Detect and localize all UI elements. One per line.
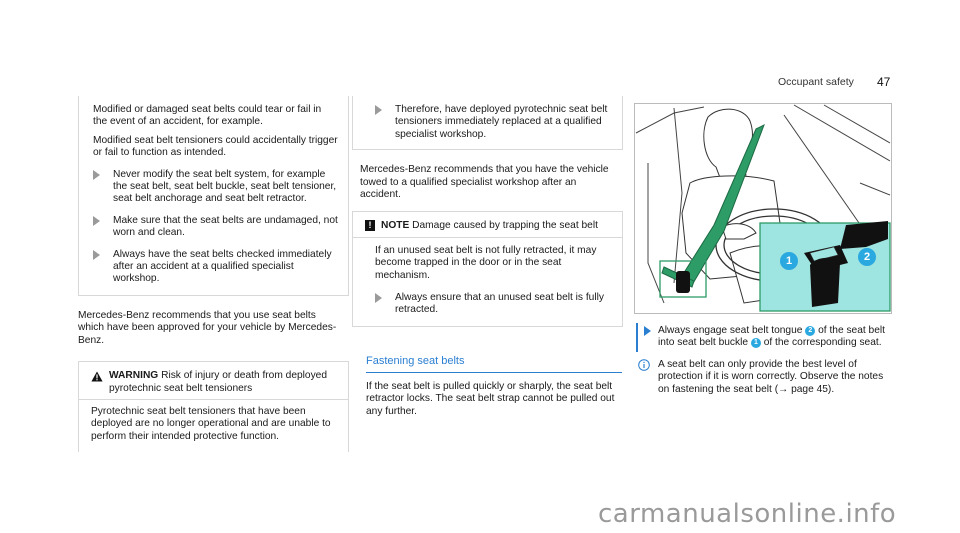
paragraph: Mercedes-Benz recommends that you have the vehicle towed to a qualified specialist workshop after an accident.: [360, 164, 609, 201]
warning-body: Pyrotechnic seat belt tensioners that have been deployed are no longer operational and are unable to perform their intended protective function.: [91, 405, 331, 442]
arrow-icon: [644, 326, 651, 336]
list-item-text: Never modify the seat belt system, for example the seat belt, seat belt buckle, seat belt tensioner, seat belt anchorage and seat belt retractor.: [113, 168, 337, 205]
list-item-text: Always ensure that an unused seat belt is fully retracted.: [395, 292, 604, 316]
section-title-text: Fastening seat belts: [366, 354, 465, 367]
paragraph: Mercedes-Benz recommends that you use seat belts which have been approved for your vehicle by Mercedes-Benz.: [78, 309, 337, 346]
callout-ref-2: 2: [805, 326, 815, 336]
column-2: [352, 96, 623, 418]
warning-title: [109, 370, 340, 395]
list-item: [375, 292, 612, 317]
note-box: [352, 211, 623, 326]
note-header: [353, 212, 622, 237]
paragraph: If the seat belt is pulled quickly or sharply, the seat belt retractor locks. The seat belt strap cannot be pulled out any further.: [366, 380, 615, 417]
note-title: [381, 220, 598, 232]
page-reference-link[interactable]: (→ page 45).: [774, 383, 835, 395]
list-item: [93, 169, 338, 206]
warning-header: [79, 362, 348, 400]
warning-continuation-box: [78, 96, 349, 296]
paragraph: Modified or damaged seat belts could tear or fail in the event of an accident, for example.: [93, 104, 322, 128]
info-note: [636, 359, 894, 396]
info-text: [658, 359, 894, 396]
note-title-text: Damage caused by trapping the seat belt: [412, 220, 598, 232]
arrow-icon: [375, 293, 382, 303]
step-text-part: of the corresponding seat.: [763, 337, 882, 349]
list-item-text: Make sure that the seat belts are undamaged, not worn and clean.: [113, 214, 338, 239]
info-text-body: A seat belt can only provide the best level of protection if it is worn correctly. Observe the notes on fastening the seat belt: [658, 358, 884, 395]
warning-box: [78, 361, 349, 452]
step: [636, 323, 894, 352]
callout-ref-1: 1: [751, 338, 761, 348]
watermark: carmanualsonline.info: [598, 499, 897, 529]
exclamation-icon: !: [365, 220, 375, 231]
arrow-icon: [93, 250, 100, 260]
warning-continuation-box: [352, 96, 623, 150]
list-item-text: Always have the seat belts checked immediately after an accident at a qualified specialist workshop.: [113, 248, 332, 285]
info-icon: [638, 359, 650, 371]
warning-title-text: Risk of injury or death from deployed pyrotechnic seat belt tensioners: [109, 370, 328, 394]
seat-belt-drawing: [634, 103, 892, 314]
list-item: [375, 104, 612, 141]
list-item: [93, 249, 338, 286]
arrow-icon: [93, 170, 100, 180]
step-text-part: Always engage seat belt tongue: [658, 325, 803, 336]
page-number: 47: [877, 75, 891, 89]
note-body: If an unused seat belt is not fully retracted, it may become trapped in the door or in the seat mechanism.: [375, 244, 597, 281]
section-title: [366, 351, 622, 373]
column-1: [78, 96, 349, 452]
arrow-icon: [93, 216, 100, 226]
step-text-part: of the seat belt into seat belt buckle: [658, 325, 885, 349]
note-label: NOTE: [381, 220, 410, 232]
list-item: [93, 215, 338, 240]
arrow-icon: [375, 105, 382, 115]
warning-label: WARNING: [109, 370, 159, 382]
column-3-text: [636, 323, 894, 396]
paragraph: Modified seat belt tensioners could accidentally trigger or fail to function as intended.: [93, 134, 338, 159]
section-header: Occupant safety: [778, 76, 854, 88]
callout-1: 1: [780, 252, 798, 270]
step-text: [658, 325, 894, 350]
callout-2: 2: [858, 248, 876, 266]
seat-belt-illustration: [634, 103, 892, 314]
list-item-text: Therefore, have deployed pyrotechnic seat belt tensioners immediately replaced at a qualified specialist workshop.: [395, 104, 608, 140]
warning-triangle-icon: [91, 371, 103, 382]
